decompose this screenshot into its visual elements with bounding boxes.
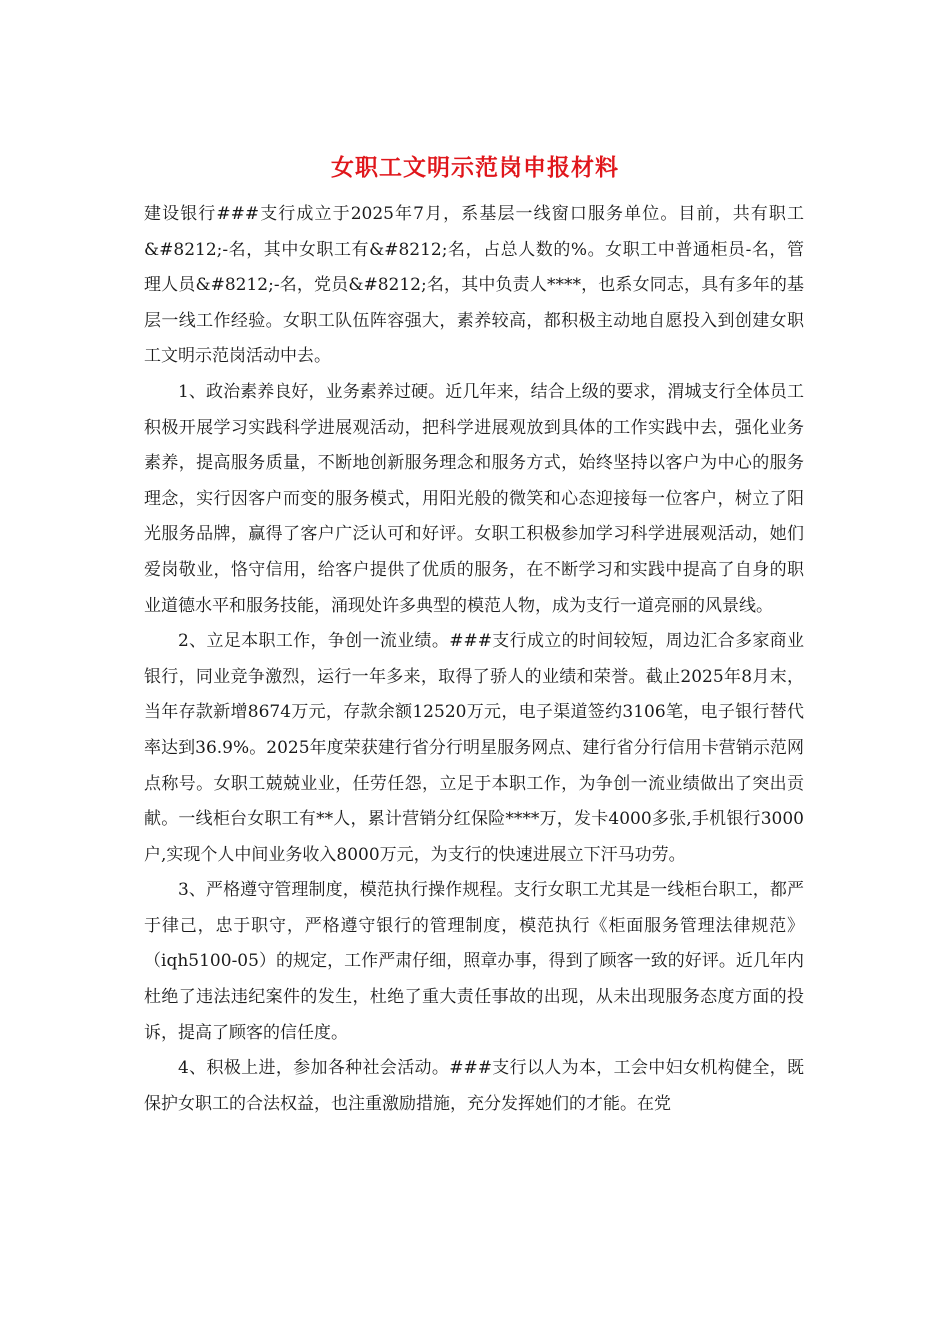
document-title: 女职工文明示范岗申报材料 <box>331 154 619 181</box>
document-body <box>144 197 804 1122</box>
paragraph-section-2: 2、立足本职工作，争创一流业绩。###支行成立的时间较短，周边汇合多家商业银行，同业竞争激烈，运行一年多来，取得了骄人的业绩和荣誉。截止2025年8月末，当年存款新增8674万元，存款余额12520万元，电子渠道签约3106笔，电子银行替代率达到36.9%。2025年度荣获建行省分行明星服务网点、建行省分行信用卡营销示范网点称号。女职工兢兢业业，任劳任怨，立足于本职工作，为争创一流业绩做出了突出贡献。一线柜台女职工有**人，累计营销分红保险****万，发卡4000多张,手机银行3000户,实现个人中间业务收入8000万元，为支行的快速进展立下汗马功劳。 <box>144 631 804 865</box>
paragraph-intro: 建设银行###支行成立于2025年7月，系基层一线窗口服务单位。目前，共有职工&#8212;-名，其中女职工有&#8212;名，占总人数的%。女职工中普通柜员-名，管理人员&#8212;-名，党员&#8212;名，其中负责人****，也系女同志，具有多年的基层一线工作经验。女职工队伍阵容强大，素养较高，都积极主动地自愿投入到创建女职工文明示范岗活动中去。 <box>144 204 804 367</box>
paragraph-section-1: 1、政治素养良好，业务素养过硬。近几年来，结合上级的要求，渭城支行全体员工积极开展学习实践科学进展观活动，把科学进展观放到具体的工作实践中去，强化业务素养，提高服务质量，不断地创新服务理念和服务方式，始终坚持以客户为中心的服务理念，实行因客户而变的服务模式，用阳光般的微笑和心态迎接每一位客户，树立了阳光服务品牌，赢得了客户广泛认可和好评。女职工积极参加学习科学进展观活动，她们爱岗敬业，恪守信用，给客户提供了优质的服务，在不断学习和实践中提高了自身的职业道德水平和服务技能，涌现处许多典型的模范人物，成为支行一道亮丽的风景线。 <box>144 381 804 616</box>
paragraph-section-4: 4、积极上进，参加各种社会活动。###支行以人为本，工会中妇女机构健全，既保护女职工的合法权益，也注重激励措施，充分发挥她们的才能。在党 <box>144 1058 804 1114</box>
paragraph-section-3: 3、严格遵守管理制度，模范执行操作规程。支行女职工尤其是一线柜台职工，都严于律己，忠于职守，严格遵守银行的管理制度，模范执行《柜面服务管理法律规范》（iqh5100-05）的规定，工作严肃仔细，照章办事，得到了顾客一致的好评。近几年内杜绝了违法违纪案件的发生，杜绝了重大责任事故的出现，从未出现服务态度方面的投诉，提高了顾客的信任度。 <box>144 880 804 1043</box>
